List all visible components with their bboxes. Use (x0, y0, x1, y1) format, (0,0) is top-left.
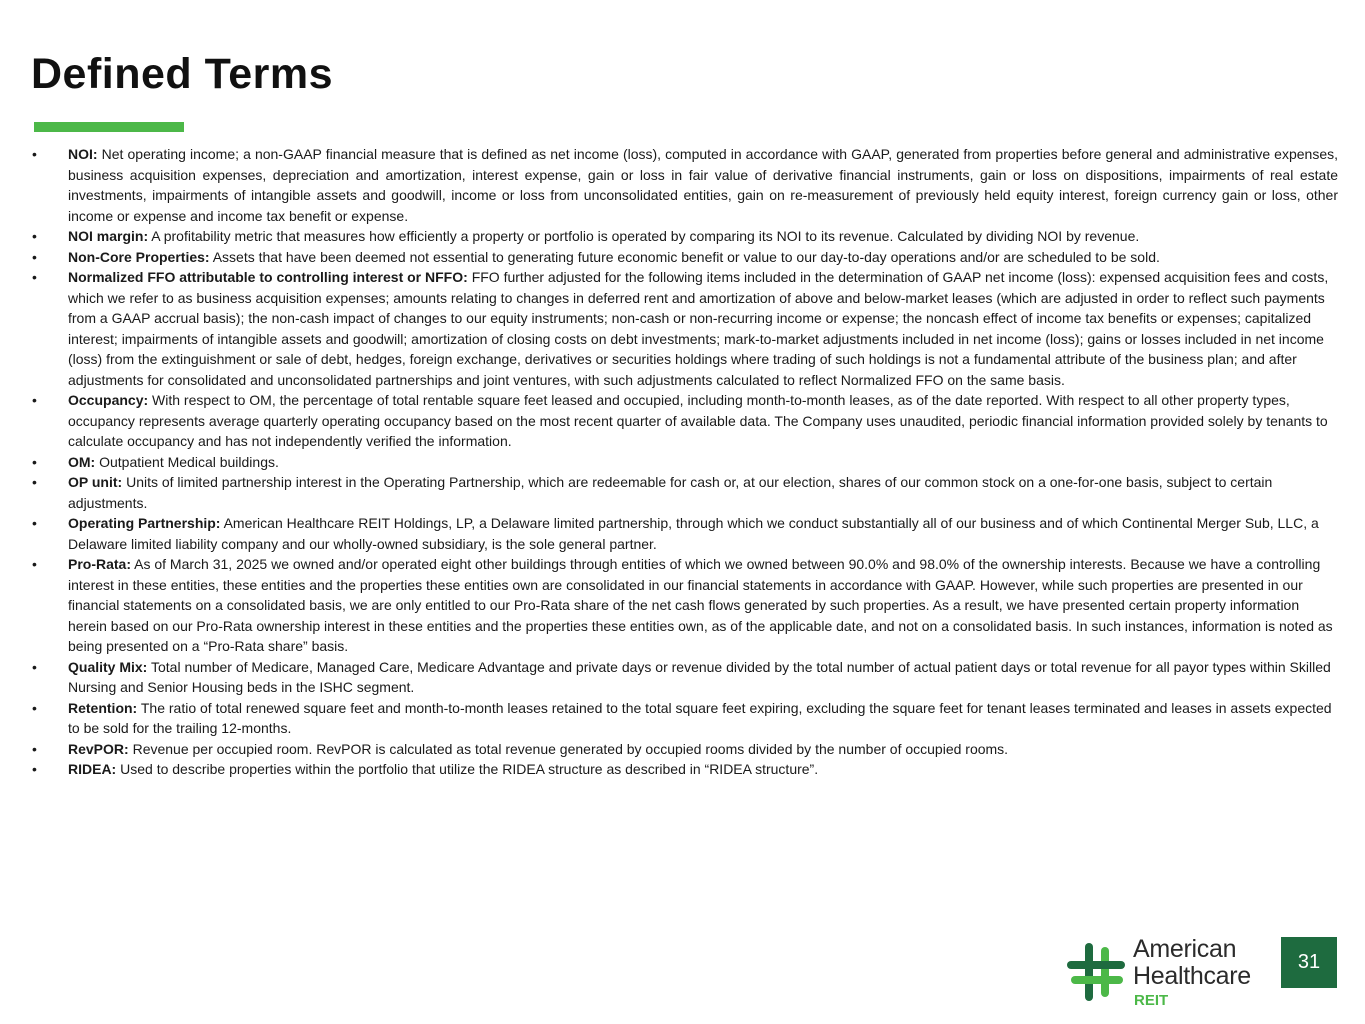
term-name: Normalized FFO attributable to controlling interest or NFFO: (68, 269, 468, 285)
term-definition: With respect to OM, the percentage of total rentable square feet leased and occupied, including month-to-month leases, as of the date reported. With respect to all other property types, occupancy represents average quarterly operating occupancy based on the most recent quarter of available data. The Company uses unaudited, periodic financial information provided solely by tenants to calculate occupancy and has not independently verified the information. (68, 392, 1328, 449)
term-item-noi (30, 144, 1338, 226)
term-name: Quality Mix: (68, 658, 148, 675)
healthcare-cross-icon (1067, 943, 1127, 1001)
bullet-icon: • (32, 556, 37, 572)
term-item-ridea (30, 759, 1338, 780)
bullet-icon: • (32, 761, 37, 777)
term-definition: Outpatient Medical buildings. (99, 453, 279, 470)
term-definition: Assets that have been deemed not essential to generating future economic benefit or value to our day-to-day operations and/or are scheduled to be sold. (212, 248, 1160, 265)
bullet-icon: • (32, 515, 37, 531)
term-item-pro-rata (30, 554, 1338, 657)
bullet-icon: • (32, 269, 37, 285)
term-definition: American Healthcare REIT Holdings, LP, a Delaware limited partnership, through which we conduct substantially all of our business and of which Continental Merger Sub, LLC, a Delaware limited liability company and our wholly-owned subsidiary, is the sole general partner. (68, 515, 1319, 552)
term-definition: A profitability metric that measures how efficiently a property or portfolio is operated by comparing its NOI to its revenue. Calculated by dividing NOI by revenue. (151, 228, 1140, 244)
term-name: Occupancy: (68, 392, 149, 408)
term-name: Pro-Rata: (68, 556, 132, 572)
term-definition: Net operating income; a non-GAAP financial measure that is defined as net income (loss), computed in accordance with GAAP, generated from properties before general and administrative expenses, business acquisition expenses, depreciation and amortization, interest expense, gain or loss in fair value of derivative financial instruments, gain or loss on dispositions, impairments of real estate investments, impairments of intangible assets and goodwill, income or loss from unconsolidated entities, gain on re-measurement of previously held equity interest, foreign currency gain or loss, other income or expense and income tax benefit or expense. (68, 146, 1339, 224)
bullet-icon: • (32, 392, 37, 408)
bullet-icon: • (32, 228, 37, 244)
term-name: Retention: (68, 699, 138, 716)
term-item-quality-mix (30, 657, 1338, 698)
term-item-retention (30, 698, 1338, 739)
term-item-om (30, 452, 1338, 473)
term-name: OP unit: (68, 474, 123, 490)
term-definition: Used to describe properties within the portfolio that utilize the RIDEA structure as described in “RIDEA structure”. (120, 761, 819, 777)
bullet-icon: • (32, 146, 37, 162)
page-title: Defined Terms (31, 50, 333, 98)
logo-text-american: American (1133, 935, 1237, 963)
term-item-noi-margin (30, 226, 1338, 247)
term-name: NOI: (68, 146, 98, 162)
term-definition: Units of limited partnership interest in the Operating Partnership, which are redeemable for cash or, at our election, shares of our common stock on a one-for-one basis, subject to certain adjustments. (68, 474, 1273, 511)
term-definition: FFO further adjusted for the following items included in the determination of GAAP net income (loss): expensed acquisition fees and costs, which we refer to as business acquisition expenses; amounts relating to changes in deferred rent and amortization of above and below-market leases (which are adjusted in order to reflect such payments from a GAAP accrual basis); the non-cash impact of changes to our equity instruments; non-cash or non-recurring income or expense; the noncash effect of income tax benefits or expenses; capitalized interest; impairments of intangible assets and goodwill; amortization of closing costs on debt investments; mark-to-market adjustments included in net income (loss); gains or losses included in net income (loss) from the extinguishment or sale of debt, hedges, foreign exchange, derivatives or securities holdings where trading of such holdings is not a fundamental attribute of the business plan; and after adjustments for consolidated and unconsolidated partnerships and joint ventures, with such adjustments calculated to reflect Normalized FFO on the same basis. (68, 269, 1329, 388)
term-item-operating-partnership (30, 513, 1338, 554)
term-definition: The ratio of total renewed square feet and month-to-month leases retained to the total square feet expiring, excluding the square feet for tenant leases terminated and leases in assets expected to be sold for the trailing 12-months. (68, 699, 1332, 736)
term-item-non-core-properties (30, 247, 1338, 268)
logo-text-reit: REIT (1134, 992, 1169, 1009)
term-definition: Total number of Medicare, Managed Care, Medicare Advantage and private days or revenue divided by the total number of actual patient days or total revenue for all payor types within Skilled Nursing and Senior Housing beds in the ISHC segment. (68, 658, 1331, 695)
company-logo (1067, 937, 1267, 1012)
bullet-icon: • (32, 658, 37, 675)
term-item-op-unit (30, 472, 1338, 513)
term-name: OM: (68, 453, 96, 470)
bullet-icon: • (32, 740, 37, 757)
term-name: Operating Partnership: (68, 515, 221, 531)
bullet-icon: • (32, 248, 37, 265)
term-name: NOI margin: (68, 228, 149, 244)
term-name: RevPOR: (68, 740, 129, 757)
term-item-nffo (30, 267, 1338, 390)
title-accent-bar (34, 122, 184, 132)
term-name: RIDEA: (68, 761, 117, 777)
term-definition: Revenue per occupied room. RevPOR is calculated as total revenue generated by occupied rooms divided by the number of occupied rooms. (132, 740, 1009, 757)
term-item-revpor (30, 739, 1338, 760)
bullet-icon: • (32, 699, 37, 716)
term-item-occupancy (30, 390, 1338, 452)
page-number-badge: 31 (1281, 937, 1337, 988)
term-name: Non-Core Properties: (68, 248, 210, 265)
bullet-icon: • (32, 453, 37, 470)
bullet-icon: • (32, 474, 37, 490)
defined-terms-list (30, 144, 1338, 780)
term-definition: As of March 31, 2025 we owned and/or operated eight other buildings through entities of which we owned between 90.0% and 98.0% of the ownership interests. Because we have a controlling interest in these entities, these entities and the properties these entities own are consolidated in our financial statements in accordance with GAAP. However, while such properties are presented in our financial statements on a consolidated basis, we are only entitled to our Pro-Rata share of the net cash flows generated by such properties. As a result, we have presented certain property information herein based on our Pro-Rata ownership interest in these entities and the properties these entities own, as of the applicable date, and not on a consolidated basis. In such instances, information is noted as being presented on a “Pro-Rata share” basis. (68, 556, 1333, 654)
logo-text-healthcare: Healthcare (1133, 962, 1251, 990)
